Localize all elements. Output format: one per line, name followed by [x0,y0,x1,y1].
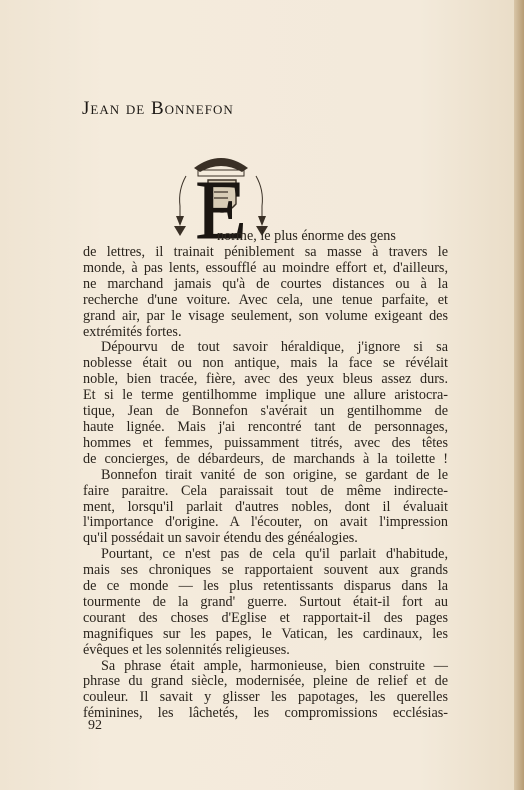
text-line-content: faire paraitre. Cela paraissait tout de même indirecte- [83,482,448,499]
text-line [83,436,448,452]
text-line [83,643,448,659]
text-line-content: monde, à pas lents, essoufflé au moindre effort et, d'ailleurs, [83,259,448,276]
text-line-content: Bonnefon tirait vanité de son origine, se gardant de le [101,466,448,483]
text-line [83,627,448,643]
text-line-content: recherche d'une voiture. Avec cela, une tenue parfaite, et [83,291,448,308]
text-line [83,325,448,341]
text-line [83,500,448,516]
text-line [83,340,448,356]
text-line [83,468,448,484]
text-line [83,293,448,309]
page-number: 92 [88,718,102,733]
text-line-content: couleur. Il savait y glisser les papotages, les querelles [83,689,448,706]
text-line-content: phrase du grand siècle, modernisée, pleine de relief et de [83,673,448,690]
text-line [83,388,448,404]
text-line [83,452,448,468]
text-line-content: féminines, les lâchetés, les compromissions ecclésias- [83,705,448,722]
text-line [83,659,448,675]
text-line-content: Dépourvu de tout savoir héraldique, j'ignore si sa [101,339,448,356]
text-line-content: qu'il possédait un savoir étendu des généalogies. [83,530,358,547]
text-line-content: évêques et les solennités religieuses. [83,641,290,658]
text-line [83,356,448,372]
text-line-content: l'importance d'origine. A l'écouter, on avait l'impression [83,514,448,531]
text-line-content: de concierges, de débardeurs, de marchands à la toilette ! [83,450,448,467]
text-line [83,515,448,531]
drop-cap-letter: E [195,164,247,244]
body-text [83,245,448,722]
text-line-content: mais ses chroniques se rapportaient souvent aux grands [83,562,448,579]
text-line-content: ne marchand jamais qu'à de courtes distances ou à la [83,275,448,292]
first-line-text: norme, le plus énorme des gens [217,228,396,244]
page-edge [514,0,524,790]
chapter-heading: Jean de Bonnefon [82,98,234,119]
text-line [83,595,448,611]
text-line [83,706,448,722]
text-line [83,579,448,595]
text-line [83,261,448,277]
text-line-content: Et si le terme gentilhomme implique une allure aristocra- [83,387,448,404]
text-line-content: ment, lorsqu'il parlait d'autres nobles, dont il évaluait [83,498,448,515]
text-line-content: noble, bien tracée, fière, avec des yeux bleus assez durs. [83,371,448,388]
text-line [83,404,448,420]
text-line-content: hommes et femmes, puissamment titrés, avec des têtes [83,434,448,451]
text-line [83,547,448,563]
text-line-content: grand air, par le visage seulement, son volume exigeant des [83,307,448,324]
text-line-content: de lettres, il trainait péniblement sa masse à travers le [83,244,448,260]
text-line [83,309,448,325]
text-line [83,531,448,547]
text-line-content: tique, Jean de Bonnefon s'avérait un gentilhomme de [83,403,448,420]
text-line-content: de ce monde — les plus retentissants disparus dans la [83,578,448,595]
text-line [83,245,448,261]
text-line-content: extrémités fortes. [83,323,182,340]
text-line-content: tourmente de la grand' guerre. Surtout était-il fort au [83,593,448,610]
text-line-content: courant des choses d'Eglise et rapportait-il des pages [83,609,448,626]
text-line-content: noblesse était ou non antique, mais la face se révélait [83,355,448,372]
text-line-content: Sa phrase était ample, harmonieuse, bien construite — [101,657,448,674]
text-line [83,611,448,627]
text-line-content: magnifiques sur les papes, le Vatican, les cardinaux, les [83,625,448,642]
text-line-content: haute lignée. Mais j'ai rencontré tant de personnages, [83,418,448,435]
text-line [83,420,448,436]
first-line [217,229,448,245]
text-line [83,690,448,706]
text-line [83,563,448,579]
text-line-content: Pourtant, ce n'est pas de cela qu'il parlait d'habitude, [101,546,448,563]
text-line [83,277,448,293]
text-line [83,372,448,388]
text-line [83,674,448,690]
text-line [83,484,448,500]
